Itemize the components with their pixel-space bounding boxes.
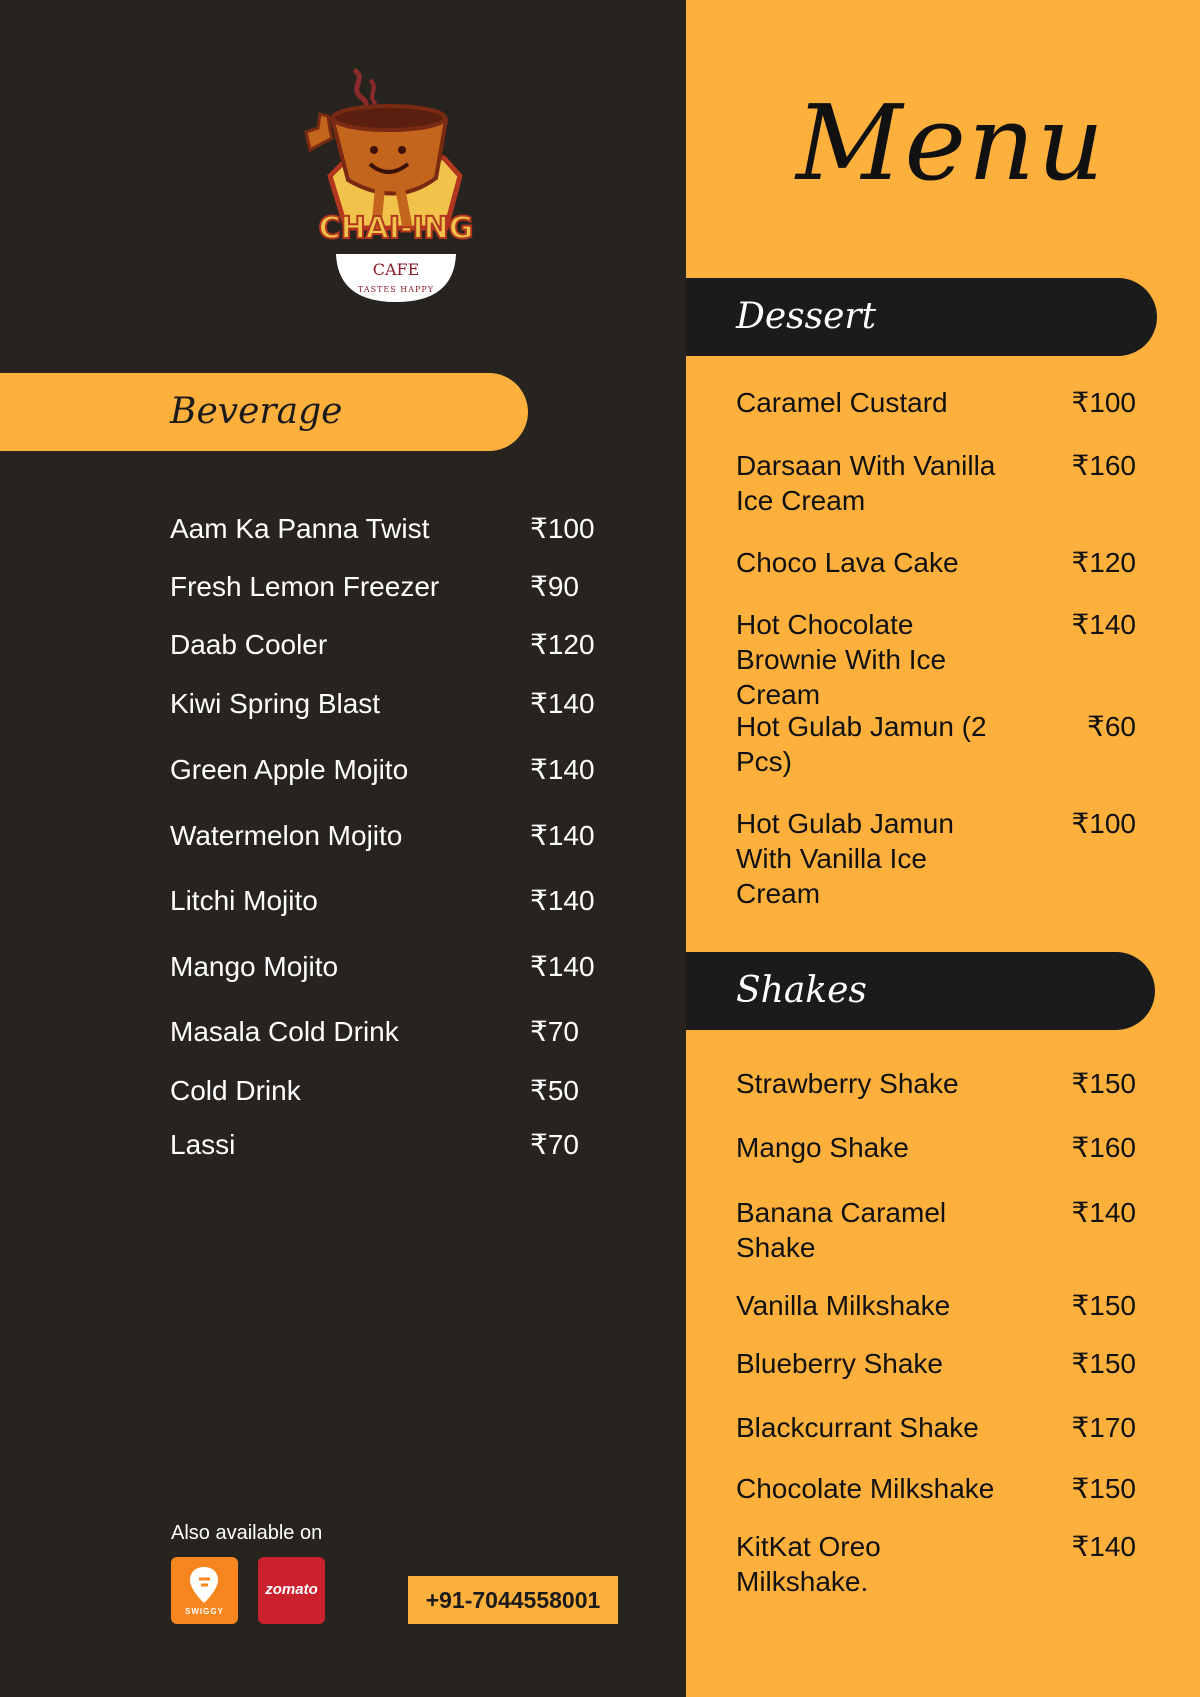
item-name: Hot Gulab Jamun (2 Pcs): [736, 711, 987, 777]
also-available-label: Also available on: [171, 1522, 323, 1544]
shakes-heading: Shakes: [736, 970, 867, 1011]
beverage-heading: Beverage: [170, 391, 343, 432]
item-price: ₹60: [1087, 711, 1136, 742]
item-price: ₹160: [1071, 450, 1136, 481]
item-name: Mango Shake: [736, 1132, 909, 1163]
item-name: Daab Cooler: [170, 629, 328, 660]
item-name: Caramel Custard: [736, 387, 948, 418]
item-price: ₹140: [530, 951, 595, 982]
item-name: KitKat Oreo Milkshake.: [736, 1531, 881, 1597]
svg-text:TASTES HAPPY: TASTES HAPPY: [357, 285, 435, 294]
swiggy-icon[interactable]: [171, 1557, 238, 1624]
item-price: ₹100: [1071, 808, 1136, 839]
item-name: Darsaan With Vanilla Ice Cream: [736, 450, 996, 516]
dessert-heading: Dessert: [736, 296, 877, 337]
item-price: ₹150: [1071, 1068, 1136, 1099]
item-price: ₹150: [1071, 1473, 1136, 1504]
item-name: Fresh Lemon Freezer: [170, 571, 440, 602]
item-name: Aam Ka Panna Twist: [170, 513, 430, 544]
item-name: Hot Gulab Jamun With Vanilla Ice Cream: [736, 808, 954, 909]
item-price: ₹140: [530, 754, 595, 785]
item-name: Banana Caramel Shake: [736, 1197, 947, 1263]
item-price: ₹50: [530, 1075, 579, 1106]
item-name: Green Apple Mojito: [170, 754, 409, 785]
zomato-label: zomato: [265, 1581, 318, 1598]
item-price: ₹150: [1071, 1348, 1136, 1379]
swiggy-label: SWIGGY: [185, 1607, 224, 1616]
item-name: Blueberry Shake: [736, 1348, 944, 1379]
item-name: Blackcurrant Shake: [736, 1412, 979, 1443]
item-price: ₹140: [530, 885, 595, 916]
item-name: Masala Cold Drink: [170, 1016, 399, 1047]
chai-ing-cafe-logo: [296, 58, 496, 308]
svg-text:CHAI-ING: CHAI-ING: [318, 211, 474, 246]
page-title: Menu: [796, 82, 1106, 204]
item-name: Strawberry Shake: [736, 1068, 959, 1099]
item-price: ₹140: [1071, 1531, 1136, 1562]
beverage-heading-pill: [0, 373, 528, 451]
item-price: ₹120: [530, 629, 595, 660]
svg-text:CAFE: CAFE: [372, 260, 420, 279]
item-price: ₹100: [530, 513, 595, 544]
item-name: Vanilla Milkshake: [736, 1290, 951, 1321]
item-price: ₹120: [1071, 547, 1136, 578]
item-price: ₹70: [530, 1016, 579, 1047]
item-name: Cold Drink: [170, 1075, 301, 1106]
item-price: ₹90: [530, 571, 579, 602]
item-name: Kiwi Spring Blast: [170, 688, 381, 719]
item-price: ₹150: [1071, 1290, 1136, 1321]
item-price: ₹140: [1071, 609, 1136, 640]
item-name: Watermelon Mojito: [170, 820, 403, 851]
item-price: ₹140: [1071, 1197, 1136, 1228]
item-price: ₹140: [530, 820, 595, 851]
shakes-heading-pill: [686, 952, 1155, 1030]
phone-number[interactable]: +91-7044558001: [408, 1576, 618, 1624]
item-name: Lassi: [170, 1129, 236, 1160]
item-price: ₹70: [530, 1129, 579, 1160]
item-name: Litchi Mojito: [170, 885, 318, 916]
item-name: Chocolate Milkshake: [736, 1473, 995, 1504]
zomato-icon[interactable]: [258, 1557, 325, 1624]
item-name: Choco Lava Cake: [736, 547, 959, 578]
item-name: Hot Chocolate Brownie With Ice Cream: [736, 609, 947, 710]
item-name: Mango Mojito: [170, 951, 339, 982]
item-price: ₹170: [1071, 1412, 1136, 1443]
dessert-heading-pill: [686, 278, 1157, 356]
item-price: ₹100: [1071, 387, 1136, 418]
item-price: ₹160: [1071, 1132, 1136, 1163]
item-price: ₹140: [530, 688, 595, 719]
